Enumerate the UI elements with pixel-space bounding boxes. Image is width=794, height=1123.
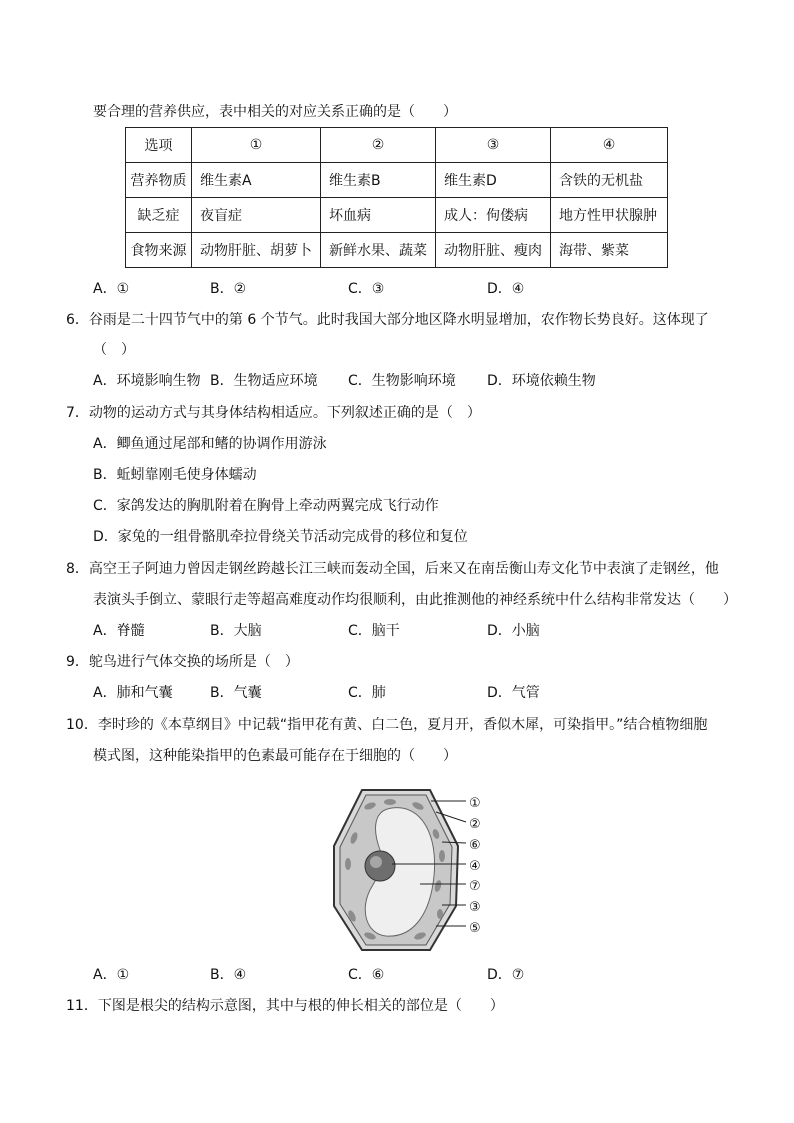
- q10-stem-line1: 10．李时珍的《本草纲目》中记载“指甲花有黄、白二色，夏月开，香似木犀，可染指甲。”结合植物细胞: [66, 717, 708, 733]
- cell-label-7: ⑦: [469, 879, 481, 894]
- table-header-cell: ①: [192, 128, 321, 163]
- q9-stem: 9．鸵鸟进行气体交换的场所是（ ）: [66, 654, 299, 670]
- nutrition-table: [125, 127, 668, 268]
- q6-option-c[interactable]: C．生物影响环境: [348, 373, 456, 389]
- q7-option-a[interactable]: A．鲫鱼通过尾部和鳍的协调作用游泳: [93, 436, 327, 452]
- table-cell: 维生素B: [321, 163, 436, 198]
- q6-option-b[interactable]: B．生物适应环境: [210, 373, 318, 389]
- q10-option-a[interactable]: A．①: [93, 967, 130, 983]
- q8-option-d[interactable]: D．小脑: [487, 623, 540, 639]
- q6-stem-line1: 6．谷雨是二十四节气中的第 6 个节气。此时我国大部分地区降水明显增加，农作物长势良好。这体现了: [66, 312, 709, 328]
- table-cell: 维生素D: [436, 163, 551, 198]
- table-row: [126, 233, 668, 268]
- cell-label-2: ②: [469, 817, 481, 832]
- table-header-cell: ②: [321, 128, 436, 163]
- q5-option-c[interactable]: C．③: [348, 281, 385, 297]
- table-row: [126, 198, 668, 233]
- table-cell: 海带、紫菜: [551, 233, 668, 268]
- q8-option-c[interactable]: C．脑干: [348, 623, 400, 639]
- q10-option-b[interactable]: B．④: [210, 967, 247, 983]
- q7-option-d[interactable]: D．家兔的一组骨骼肌牵拉骨绕关节活动完成骨的移位和复位: [93, 529, 468, 545]
- table-cell: 食物来源: [126, 233, 192, 268]
- table-cell: 夜盲症: [192, 198, 321, 233]
- table-cell: 维生素A: [192, 163, 321, 198]
- q7-option-c[interactable]: C．家鸽发达的胸肌附着在胸骨上牵动两翼完成飞行动作: [93, 498, 439, 514]
- table-cell: 坏血病: [321, 198, 436, 233]
- q6-option-a[interactable]: A．环境影响生物: [93, 373, 201, 389]
- table-cell: 新鲜水果、蔬菜: [321, 233, 436, 268]
- table-cell: 成人：佝偻病: [436, 198, 551, 233]
- table-cell: 地方性甲状腺肿: [551, 198, 668, 233]
- table-header-cell: ③: [436, 128, 551, 163]
- q5-option-a[interactable]: A．①: [93, 281, 130, 297]
- q10-stem-line2: 模式图，这种能染指甲的色素最可能存在于细胞的（ ）: [93, 748, 457, 764]
- cell-label-3: ③: [469, 900, 481, 915]
- table-cell: 营养物质: [126, 163, 192, 198]
- table-cell: 动物肝脏、瘦肉: [436, 233, 551, 268]
- table-header-cell: 选项: [126, 128, 192, 163]
- table-cell: 缺乏症: [126, 198, 192, 233]
- q9-option-d[interactable]: D．气管: [487, 685, 540, 701]
- table-row: [126, 163, 668, 198]
- q7-option-b[interactable]: B．蚯蚓靠刚毛使身体蠕动: [93, 467, 257, 483]
- q9-option-c[interactable]: C．肺: [348, 685, 386, 701]
- table-header-row: [126, 128, 668, 163]
- q7-stem: 7．动物的运动方式与其身体结构相适应。下列叙述正确的是（ ）: [66, 405, 481, 421]
- q6-option-d[interactable]: D．环境依赖生物: [487, 373, 596, 389]
- table-cell: 动物肝脏、胡萝卜: [192, 233, 321, 268]
- q8-stem-line2: 表演头手倒立、蒙眼行走等超高难度动作均很顺利，由此推测他的神经系统中什么结构非常发达（ ）: [93, 592, 737, 608]
- cell-label-1: ①: [469, 796, 481, 811]
- q5-option-d[interactable]: D．④: [487, 281, 525, 297]
- q9-option-a[interactable]: A．肺和气囊: [93, 685, 173, 701]
- cell-label-5: ⑤: [469, 921, 481, 936]
- q8-stem-line1: 8．高空王子阿迪力曾因走钢丝跨越长江三峡而轰动全国，后来又在南岳衡山寿文化节中表演了走钢丝，他: [66, 561, 719, 577]
- q9-option-b[interactable]: B．气囊: [210, 685, 262, 701]
- q8-option-b[interactable]: B．大脑: [210, 623, 262, 639]
- table-header-cell: ④: [551, 128, 668, 163]
- q5-stem: 要合理的营养供应，表中相关的对应关系正确的是（ ）: [93, 104, 457, 120]
- q10-option-c[interactable]: C．⑥: [348, 967, 385, 983]
- q5-option-b[interactable]: B．②: [210, 281, 247, 297]
- q6-stem-line2: （ ）: [93, 342, 135, 358]
- q11-stem: 11．下图是根尖的结构示意图，其中与根的伸长相关的部位是（ ）: [66, 998, 504, 1014]
- cell-label-4: ④: [469, 859, 481, 874]
- q10-option-d[interactable]: D．⑦: [487, 967, 525, 983]
- table-cell: 含铁的无机盐: [551, 163, 668, 198]
- q8-option-a[interactable]: A．脊髓: [93, 623, 145, 639]
- cell-label-6: ⑥: [469, 838, 481, 853]
